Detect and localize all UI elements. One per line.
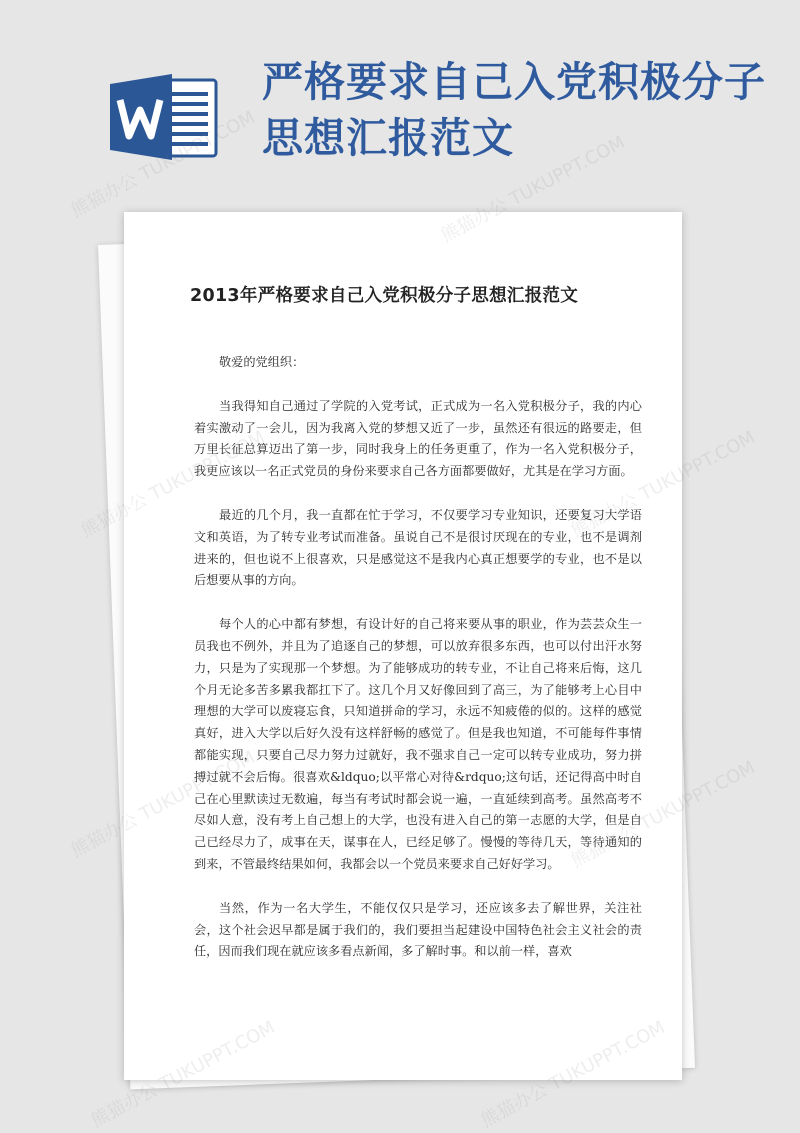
watermark: 熊猫办公 TUKUPPT.COM: [437, 131, 629, 247]
paragraph-3: 每个人的心中都有梦想，有设计好的自己将来要从事的职业，作为芸芸众生一员我也不例外，并且为了追逐自己的梦想，可以放弃很多东西，也可以付出汗水努力，只是为了实现那一个梦想。为了能够成功的转专业，不让自己将来后悔，这几个月无论多苦多累我都扛下了。这几个月又好像回到了高三，为了能够考上心目中理想的大学可以废寝忘食，只知道拼命的学习，永远不知疲倦的似的。这样的感觉真好，进入大学以后好久没有这样舒畅的感觉了。但是我也知道，不可能每件事情都能实现，只要自己尽力努力过就好，我不强求自己一定可以转专业成功，努力拼搏过就不会后悔。很喜欢&ldquo;以平常心对待&rdquo;这句话，还记得高中时自己在心里默读过无数遍，每当有考试时都会说一遍，一直延续到高考。虽然高考不尽如人意，没有考上自己想上的大学，也没有进入自己的第一志愿的大学，但是自己已经尽力了，成事在天，谋事在人，已经足够了。慢慢的等待几天，等待通知的到来，不管最终结果如何，我都会以一个党员来要求自己好好学习。: [194, 617, 642, 871]
document-body: [194, 352, 642, 985]
paragraph-2: 最近的几个月，我一直都在忙于学习，不仅要学习专业知识，还要复习大学语文和英语，为了转专业考试而准备。虽说自己不是很讨厌现在的专业，也不是调剂进来的，但也说不上很喜欢，只是感觉这不是我内心真正想要学的专业，也不是以后想要从事的方向。: [194, 507, 642, 588]
document-heading: 2013年严格要求自己入党积极分子思想汇报范文: [190, 286, 579, 306]
page-title: 严格要求自己入党积极分子思想汇报范文: [262, 58, 766, 162]
salutation: 敬爱的党组织：: [219, 355, 305, 369]
header: [0, 0, 800, 210]
document-page: [124, 212, 682, 1080]
paragraph-1: 当我得知自己通过了学院的入党考试，正式成为一名入党积极分子，我的内心着实激动了一会儿，因为我离入党的梦想又近了一步，虽然还有很远的路要走，但万里长征总算迈出了第一步，同时我身上的任务更重了，作为一名入党积极分子，我更应该以一名正式党员的身份来要求自己各方面都要做好，尤其是在学习方面。: [194, 398, 642, 479]
paragraph-4: 当然，作为一名大学生，不能仅仅只是学习，还应该多去了解世界，关注社会，这个社会迟早都是属于我们的，我们要担当起建设中国特色社会主义社会的责任，因而我们现在就应该多看点新闻，多了解时事。和以前一样，喜欢: [194, 900, 642, 959]
watermark: TUKUPPT.COM: [636, 426, 759, 506]
watermark: TUKUPPT.COM: [636, 756, 759, 836]
word-document-icon: [110, 72, 220, 162]
watermark: 熊猫办公 TUKUPPT.COM: [67, 106, 259, 222]
watermark: 熊猫办公: [67, 809, 142, 862]
watermark: 熊猫办公: [87, 1079, 162, 1132]
